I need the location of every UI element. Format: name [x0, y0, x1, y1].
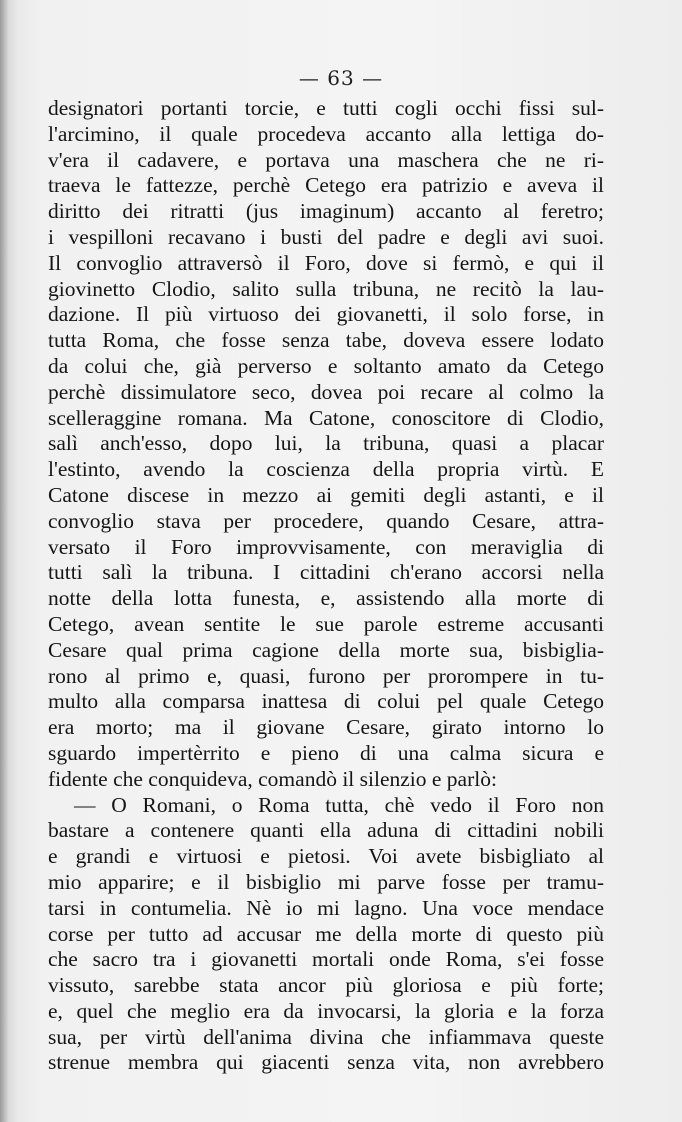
- text-line: Il convoglio attraversò il Foro, dove si fermò, e qui il: [48, 250, 604, 275]
- text-line: fidente che conquideva, comandò il silenzio e parlò:: [48, 766, 497, 791]
- text-line: bastare a contenere quanti ella aduna di cittadini nobili: [48, 818, 604, 843]
- text-line: sua, per virtù dell'anima divina che infiammava queste: [48, 1024, 604, 1049]
- text-line: tutti salì la tribuna. I cittadini ch'erano accorsi nella: [48, 560, 604, 585]
- text-line: giovinetto Clodio, salito sulla tribuna, ne recitò la lau-: [48, 276, 604, 301]
- text-line: tutta Roma, che fosse senza tabe, doveva essere lodato: [48, 328, 604, 353]
- text-line: — O Romani, o Roma tutta, chè vedo il Foro non: [74, 792, 604, 817]
- book-spine-shadow: [0, 0, 8, 1122]
- text-line: designatori portanti torcie, e tutti cogli occhi fissi sul-: [48, 96, 604, 120]
- text-line: rono al primo e, quasi, furono per prorompere in tu-: [48, 663, 604, 688]
- text-line: vissuto, sarebbe stata ancor più gloriosa e più forte;: [48, 973, 604, 998]
- text-line: perchè dissimulatore seco, dovea poi recare al colmo la: [48, 379, 604, 404]
- text-line: da colui che, già perverso e soltanto amato da Cetego: [48, 353, 604, 378]
- text-line: multo alla comparsa inattesa di colui pel quale Cetego: [48, 689, 604, 714]
- text-line: notte della lotta funesta, e, assistendo alla morte di: [48, 586, 604, 611]
- text-line: l'estinto, avendo la coscienza della propria virtù. E: [48, 457, 604, 482]
- text-line: scelleraggine romana. Ma Catone, conoscitore di Clodio,: [48, 405, 604, 430]
- page-number: — 63 —: [298, 66, 384, 90]
- text-line: Catone discese in mezzo ai gemiti degli astanti, e il: [48, 482, 604, 507]
- text-line: v'era il cadavere, e portava una maschera che ne ri-: [48, 147, 604, 172]
- body-text: [48, 96, 604, 1076]
- text-line: diritto dei ritratti (jus imaginum) accanto al feretro;: [48, 199, 604, 224]
- text-line: versato il Foro improvvisamente, con meraviglia di: [48, 534, 604, 559]
- text-line: e, quel che meglio era da invocarsi, la gloria e la forza: [48, 998, 604, 1023]
- text-line: mio apparire; e il bisbiglio mi parve fosse per tramu-: [48, 869, 604, 894]
- text-line: dazione. Il più virtuoso dei giovanetti, il solo forse, in: [48, 302, 604, 327]
- text-line: corse per tutto ad accusar me della morte di questo più: [48, 921, 604, 946]
- text-line: Cesare qual prima cagione della morte sua, bisbiglia-: [48, 637, 604, 662]
- text-line: era morto; ma il giovane Cesare, girato intorno lo: [48, 715, 604, 740]
- text-line: tarsi in contumelia. Nè io mi lagno. Una voce mendace: [48, 895, 604, 920]
- text-line: l'arcimino, il quale procedeva accanto alla lettiga do-: [48, 121, 604, 146]
- text-line: e grandi e virtuosi e pietosi. Voi avete bisbigliato al: [48, 844, 604, 869]
- text-line: traeva le fattezze, perchè Cetego era patrizio e aveva il: [48, 173, 604, 198]
- text-line: i vespilloni recavano i busti del padre e degli avi suoi.: [48, 224, 604, 249]
- text-line: che sacro tra i giovanetti mortali onde Roma, s'ei fosse: [48, 947, 604, 972]
- text-line: sguardo impertèrrito e pieno di una calma sicura e: [48, 740, 604, 765]
- text-line: convoglio stava per procedere, quando Cesare, attra-: [48, 508, 604, 533]
- text-line: salì anch'esso, dopo lui, la tribuna, quasi a placar: [48, 431, 604, 456]
- text-line: strenue membra qui giacenti senza vita, non avrebbero: [48, 1050, 604, 1075]
- text-line: Cetego, avean sentite le sue parole estreme accusanti: [48, 611, 604, 636]
